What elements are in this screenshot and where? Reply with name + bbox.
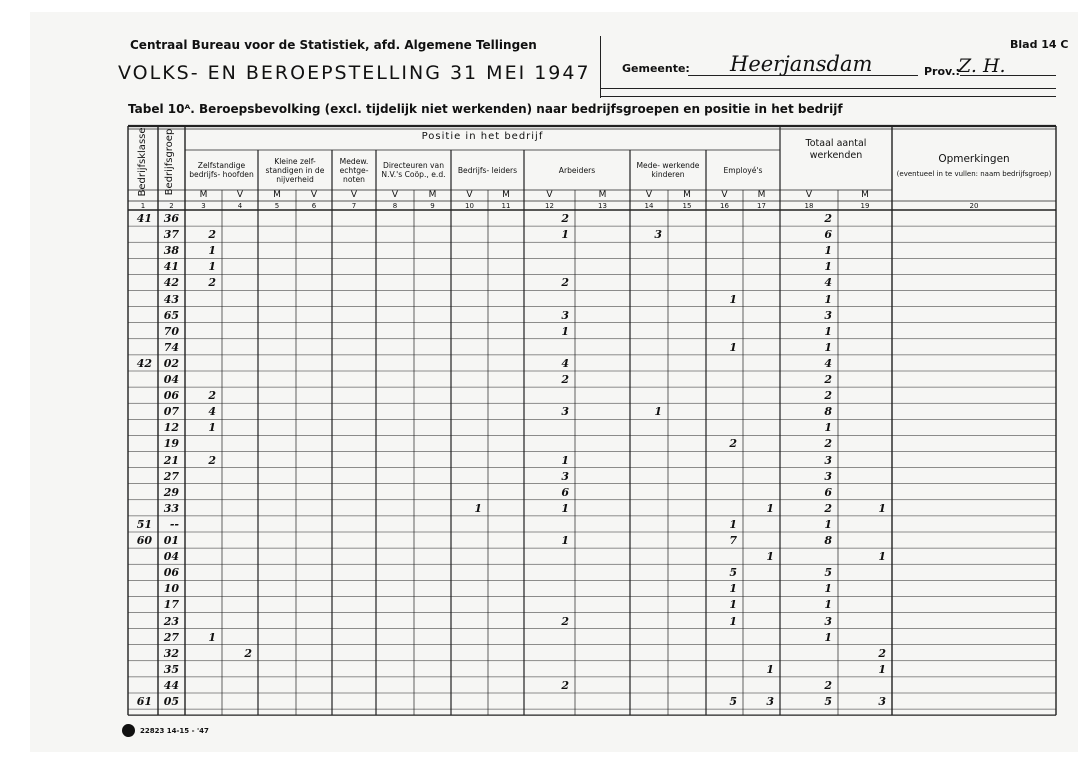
- header-arbeiders: Arbeiders: [558, 165, 596, 175]
- count-cell-col-3: 2: [208, 389, 216, 403]
- count-cell-col-12: 1: [561, 534, 569, 547]
- count-cell-col-18: 1: [824, 244, 832, 258]
- mv-label-m: M: [199, 190, 208, 200]
- header-opmerkingen: Opmerkingen: [938, 153, 1010, 165]
- bedrijfsgroep-cell: 21: [163, 453, 179, 467]
- bedrijfsgroep-cell: 07: [163, 405, 179, 419]
- count-cell-col-12: 3: [561, 308, 569, 322]
- mv-label-v: V: [805, 190, 813, 200]
- mv-label-m: M: [757, 190, 766, 200]
- count-cell-col-18: 8: [824, 405, 832, 419]
- count-cell-col-19: 1: [878, 501, 886, 515]
- mv-label-m: M: [598, 190, 607, 200]
- column-number-3: 3: [201, 202, 206, 210]
- column-number-12: 12: [545, 202, 554, 210]
- count-cell-col-12: 2: [561, 276, 569, 290]
- count-cell-col-18: 2: [824, 373, 832, 386]
- count-cell-col-3: 2: [208, 276, 216, 290]
- header-opmerkingen-sub: (eventueel in te vullen: naam bedrijfsgroep): [896, 170, 1052, 178]
- count-cell-col-18: 3: [824, 469, 832, 483]
- bedrijfsgroep-cell: 10: [163, 582, 179, 596]
- column-number-17: 17: [757, 202, 766, 210]
- bedrijfsgroep-cell: 27: [163, 630, 179, 644]
- column-number-1: 1: [140, 202, 146, 210]
- count-cell-col-16: 5: [729, 566, 737, 580]
- mv-label-m: M: [273, 190, 281, 200]
- column-number-18: 18: [804, 202, 814, 210]
- count-cell-col-18: 8: [824, 534, 832, 547]
- count-cell-col-18: 1: [824, 630, 832, 644]
- count-cell-col-18: 5: [824, 566, 832, 580]
- bedrijfsgroep-cell: 33: [163, 501, 179, 515]
- header-totaal: Totaal aantal werkenden: [805, 138, 867, 161]
- count-cell-col-12: 1: [561, 453, 569, 467]
- count-cell-col-4: 2: [244, 646, 252, 660]
- count-cell-col-3: 2: [208, 453, 216, 467]
- count-cell-col-18: 4: [824, 356, 832, 370]
- count-cell-col-19: 3: [878, 695, 886, 708]
- column-number-5: 5: [274, 202, 280, 210]
- print-code: 22823 14-15 - '47: [140, 727, 209, 735]
- count-cell-col-18: 6: [824, 228, 832, 242]
- column-number-6: 6: [311, 202, 317, 210]
- count-cell-col-16: 7: [729, 534, 737, 547]
- mv-label-v: V: [391, 190, 399, 200]
- count-cell-col-16: 1: [729, 614, 737, 628]
- bedrijfsgroep-cell: 01: [163, 534, 179, 547]
- mv-label-m: M: [683, 190, 691, 200]
- column-number-20: 20: [969, 202, 979, 210]
- bedrijfsgroep-cell: 19: [163, 437, 179, 451]
- bureau-heading: Centraal Bureau voor de Statistiek, afd. Algemene Tellingen: [130, 38, 537, 52]
- bedrijfsgroep-cell: 35: [163, 662, 179, 676]
- bedrijfsgroep-cell: --: [169, 517, 179, 531]
- header-bedrijfsleiders: Bedrijfs- leiders: [457, 165, 518, 175]
- count-cell-col-16: 1: [729, 598, 737, 612]
- header-employes: Employé's: [723, 165, 763, 175]
- column-number-15: 15: [682, 202, 692, 210]
- count-cell-col-18: 1: [824, 292, 832, 306]
- column-number-2: 2: [169, 202, 174, 210]
- header-zelfstandige: Zelfstandige bedrijfs- hoofden: [189, 161, 254, 179]
- mv-label-v: V: [310, 190, 318, 200]
- count-cell-col-12: 1: [561, 324, 569, 338]
- bedrijfsgroep-cell: 44: [163, 678, 179, 692]
- bedrijfsgroep-cell: 27: [163, 469, 179, 483]
- column-number-14: 14: [644, 202, 654, 210]
- blad-number: Blad 14 C: [1010, 38, 1069, 51]
- count-cell-col-19: 1: [878, 550, 886, 564]
- count-cell-col-18: 1: [824, 582, 832, 596]
- count-cell-col-18: 5: [824, 695, 832, 708]
- count-cell-col-12: 4: [561, 356, 569, 370]
- printer-logo-icon: [122, 724, 135, 737]
- count-cell-col-18: 2: [824, 501, 832, 515]
- count-cell-col-17: 1: [766, 662, 774, 676]
- count-cell-col-18: 2: [824, 212, 832, 225]
- count-cell-col-12: 2: [561, 212, 569, 225]
- bedrijfsgroep-cell: 42: [163, 276, 179, 290]
- mv-label-m: M: [428, 190, 437, 200]
- bedrijfsgroep-cell: 04: [163, 373, 179, 386]
- bedrijfsgroep-cell: 29: [163, 485, 179, 499]
- mv-label-v: V: [721, 190, 728, 200]
- mv-label-v: V: [236, 190, 244, 200]
- count-cell-col-12: 6: [561, 485, 569, 499]
- count-cell-col-18: 2: [824, 389, 832, 403]
- bedrijfsgroep-cell: 02: [163, 356, 179, 370]
- count-cell-col-19: 2: [878, 646, 886, 660]
- column-number-10: 10: [465, 202, 474, 210]
- bedrijfsgroep-cell: 43: [163, 292, 179, 306]
- bedrijfsgroep-header: Bedrijfsgroep: [164, 128, 175, 196]
- count-cell-col-18: 1: [824, 598, 832, 612]
- bedrijfsgroep-cell: 74: [163, 340, 179, 354]
- bedrijfsgroep-cell: 12: [163, 421, 179, 435]
- count-cell-col-16: 1: [729, 340, 737, 354]
- count-cell-col-17: 1: [766, 550, 774, 564]
- count-cell-col-12: 3: [561, 405, 569, 419]
- count-cell-col-18: 3: [824, 614, 832, 628]
- header-medew: Medew. echtge- noten: [339, 156, 369, 184]
- mv-label-v: V: [350, 190, 358, 200]
- column-number-9: 9: [430, 202, 435, 210]
- count-cell-col-17: 3: [766, 695, 774, 708]
- count-cell-col-18: 3: [824, 453, 832, 467]
- mv-label-m: M: [502, 190, 510, 200]
- header-kleine: Kleine zelf- standigen in de nijverheid: [265, 156, 325, 184]
- bedrijfsklasse-cell: 51: [136, 517, 152, 531]
- count-cell-col-18: 1: [824, 421, 832, 435]
- column-number-13: 13: [598, 202, 607, 210]
- bedrijfsgroep-cell: 37: [163, 228, 179, 242]
- mv-label-v: V: [466, 190, 473, 200]
- bedrijfsklasse-cell: 60: [136, 534, 152, 547]
- column-number-4: 4: [237, 202, 243, 210]
- count-cell-col-16: 1: [729, 292, 737, 306]
- column-number-8: 8: [392, 202, 398, 210]
- bedrijfsgroep-cell: 65: [163, 308, 179, 322]
- column-number-16: 16: [720, 202, 729, 210]
- count-cell-col-18: 1: [824, 517, 832, 531]
- count-cell-col-18: 1: [824, 260, 832, 274]
- count-cell-col-3: 1: [208, 244, 216, 258]
- header-medewerkende: Mede- werkende kinderen: [636, 161, 700, 179]
- bedrijfsgroep-cell: 06: [163, 389, 179, 403]
- prov-label: Prov.:: [924, 65, 960, 78]
- count-cell-col-12: 2: [561, 373, 569, 386]
- count-cell-col-12: 2: [561, 614, 569, 628]
- bedrijfsgroep-cell: 23: [163, 614, 179, 628]
- table-caption: Tabel 10ᴬ. Beroepsbevolking (excl. tijdelijk niet werkenden) naar bedrijfsgroepen en positie in het bedrijf: [128, 102, 843, 116]
- bedrijfsgroep-cell: 17: [163, 598, 179, 612]
- bedrijfsgroep-cell: 38: [163, 244, 179, 258]
- bedrijfsklasse-cell: 61: [136, 695, 152, 708]
- count-cell-col-17: 1: [766, 501, 774, 515]
- mv-label-m: M: [861, 190, 869, 200]
- header-directeuren: Directeuren van N.V.'s Coöp., e.d.: [381, 161, 446, 179]
- count-cell-col-16: 1: [729, 582, 737, 596]
- count-cell-col-19: 1: [878, 662, 886, 676]
- bedrijfsgroep-cell: 06: [163, 566, 179, 580]
- bedrijfsklasse-cell: 41: [136, 212, 152, 225]
- bedrijfsgroep-cell: 70: [163, 324, 179, 338]
- count-cell-col-3: 1: [208, 421, 216, 435]
- count-cell-col-18: 2: [824, 437, 832, 451]
- count-cell-col-3: 1: [208, 630, 216, 644]
- count-cell-col-14: 1: [654, 405, 662, 419]
- bedrijfsklasse-header: Bedrijfsklasse: [137, 127, 148, 197]
- bedrijfsgroep-cell: 36: [163, 212, 179, 225]
- mv-label-v: V: [645, 190, 653, 200]
- count-cell-col-12: 3: [561, 469, 569, 483]
- prov-value: Z. H.: [958, 55, 1006, 77]
- column-number-7: 7: [351, 202, 357, 210]
- gemeente-label: Gemeente:: [622, 62, 690, 75]
- count-cell-col-12: 1: [561, 501, 569, 515]
- count-cell-col-16: 5: [729, 695, 737, 708]
- count-cell-col-16: 2: [729, 437, 737, 451]
- count-cell-col-18: 1: [824, 340, 832, 354]
- count-cell-col-10: 1: [474, 501, 482, 515]
- count-cell-col-3: 4: [208, 405, 216, 419]
- count-cell-col-18: 2: [824, 678, 832, 692]
- column-number-11: 11: [501, 202, 511, 210]
- count-cell-col-18: 3: [824, 308, 832, 322]
- count-cell-col-16: 1: [729, 517, 737, 531]
- count-cell-col-18: 6: [824, 485, 832, 499]
- form-title: VOLKS- EN BEROEPSTELLING 31 MEI 1947: [118, 62, 591, 84]
- count-cell-col-12: 1: [561, 228, 569, 242]
- positie-header: Positie in het bedrijf: [421, 131, 544, 142]
- bedrijfsgroep-cell: 41: [163, 260, 179, 274]
- count-cell-col-3: 1: [208, 260, 216, 274]
- count-cell-col-14: 3: [654, 228, 662, 242]
- mv-label-v: V: [546, 190, 553, 200]
- count-cell-col-18: 1: [824, 324, 832, 338]
- column-number-19: 19: [860, 202, 870, 210]
- count-cell-col-12: 2: [561, 678, 569, 692]
- bedrijfsgroep-cell: 32: [163, 646, 179, 660]
- bedrijfsgroep-cell: 05: [163, 695, 179, 708]
- count-cell-col-18: 4: [824, 276, 832, 290]
- bedrijfsgroep-cell: 04: [163, 550, 179, 564]
- gemeente-value: Heerjansdam: [730, 52, 873, 76]
- bedrijfsklasse-cell: 42: [136, 356, 152, 370]
- count-cell-col-3: 2: [208, 228, 216, 242]
